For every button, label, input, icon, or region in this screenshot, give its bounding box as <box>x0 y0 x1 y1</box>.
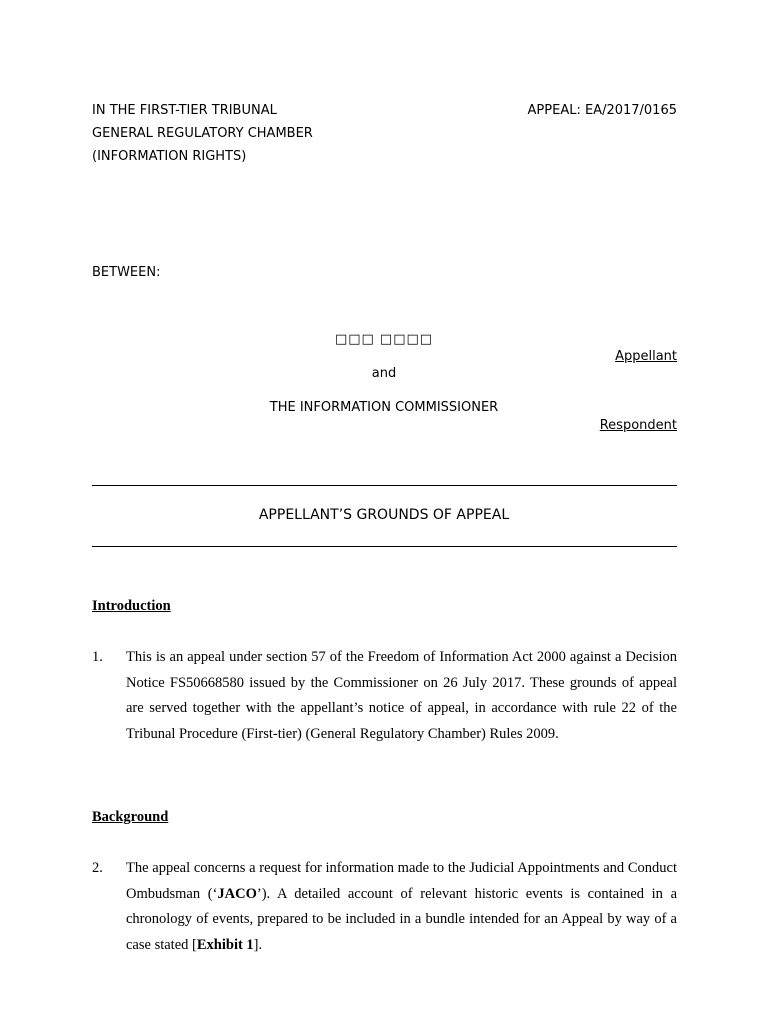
title-rule-top <box>92 485 677 486</box>
tribunal-name-line-1: IN THE FIRST-TIER TRIBUNAL <box>92 103 277 118</box>
paragraph-text: ’). A detailed account of relevant historic events is contained in a chronology of events, prepared to be included in a bundle intended for an Appeal by way of a case stated [ <box>126 885 677 954</box>
exhibit-reference: Exhibit 1 <box>196 937 254 954</box>
between-label: BETWEEN: <box>92 265 161 280</box>
appellant-role: Appellant <box>615 349 677 364</box>
paragraph-body <box>126 856 677 959</box>
section-heading-introduction: Introduction <box>92 598 171 614</box>
paragraph-number: 1. <box>92 649 103 665</box>
tribunal-name-line-2: GENERAL REGULATORY CHAMBER <box>92 126 313 141</box>
paragraph-text: ]. <box>253 937 263 954</box>
paragraph-text: The appeal concerns a request for information made to the Judicial Appointments and Conduct Ombudsman (‘ <box>126 860 677 902</box>
paragraph-text: This is an appeal under section 57 of the Freedom of Information Act 2000 against a Decision Notice FS50668580 issued by the Commissioner on 26 July 2017. These grounds of appeal are served together with the appellant’s notice of appeal, in accordance with rule 22 of the Tribunal Procedure (First-tier) (General Regulatory Chamber) Rules 2009. <box>126 649 677 743</box>
section-heading-background: Background <box>92 809 169 825</box>
tribunal-name-line-3: (INFORMATION RIGHTS) <box>92 149 247 164</box>
appeal-reference: APPEAL: EA/2017/0165 <box>527 103 677 118</box>
appellant-name-redacted: □□□ □□□□ <box>334 332 434 347</box>
respondent-role: Respondent <box>599 418 677 433</box>
document-title: APPELLANT’S GROUNDS OF APPEAL <box>258 507 510 523</box>
and-label: and <box>371 366 397 381</box>
title-rule-bottom <box>92 546 677 547</box>
defined-term-jaco: JACO <box>217 885 257 902</box>
paragraph-number: 2. <box>92 860 103 876</box>
paragraph-body <box>126 645 677 748</box>
respondent-name: THE INFORMATION COMMISSIONER <box>269 400 499 415</box>
